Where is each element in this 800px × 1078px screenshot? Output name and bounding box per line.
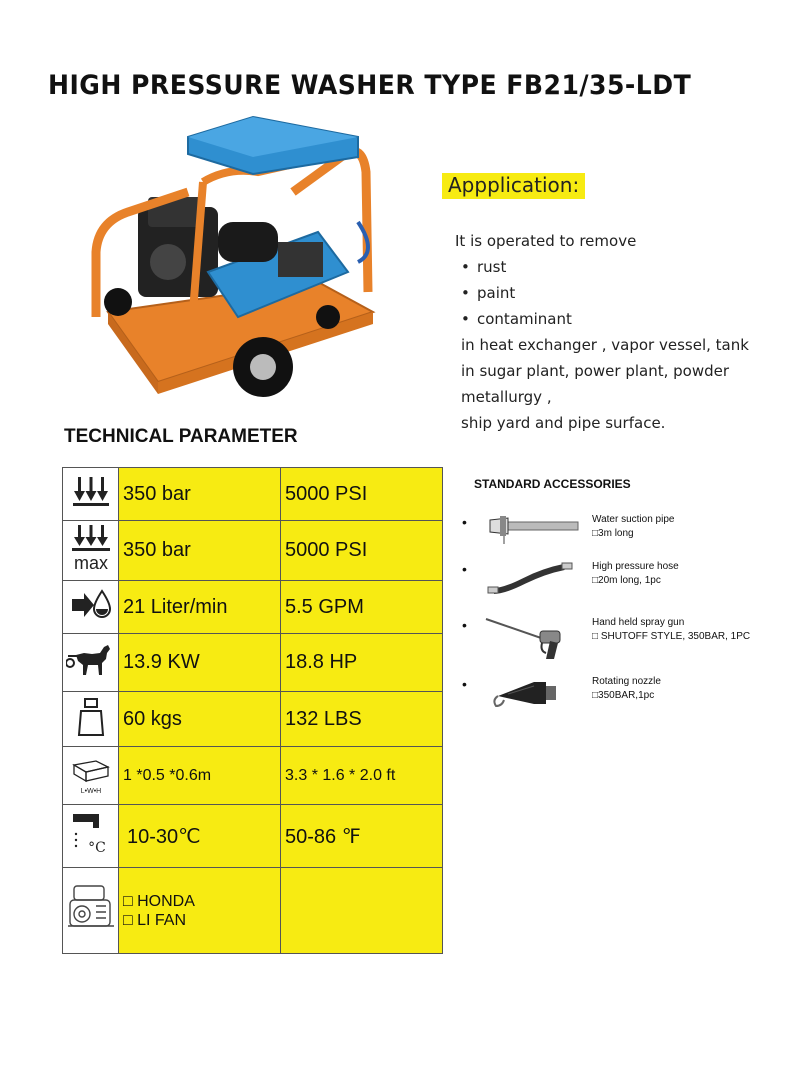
accessory-name: Rotating nozzle bbox=[592, 676, 661, 687]
flow-metric: 21 Liter/min bbox=[119, 581, 281, 634]
temperature-tap-icon bbox=[63, 805, 119, 868]
accessory-spec: □3m long bbox=[592, 528, 634, 539]
table-row bbox=[63, 805, 443, 868]
horse-power-icon bbox=[63, 634, 119, 692]
max-pressure-icon bbox=[63, 521, 119, 581]
bullet: • bbox=[462, 676, 467, 692]
accessory-item bbox=[462, 676, 782, 726]
pressure-arrows-icon bbox=[63, 468, 119, 521]
bullet: • bbox=[462, 617, 467, 633]
bullet: • bbox=[462, 514, 467, 530]
dimensions-box-icon bbox=[63, 747, 119, 805]
table-row bbox=[63, 581, 443, 634]
temperature-imperial: 50-86 ℉ bbox=[281, 805, 443, 868]
accessory-spec: □ SHUTOFF STYLE, 350BAR, 1PC bbox=[592, 631, 751, 642]
pressure-metric: 350 bar bbox=[119, 468, 281, 521]
technical-parameter-table bbox=[62, 467, 443, 954]
accessory-name: Water suction pipe bbox=[592, 514, 675, 525]
accessory-spec: □20m long, 1pc bbox=[592, 575, 661, 586]
temperature-metric: 10-30℃ bbox=[119, 805, 281, 868]
accessory-name: High pressure hose bbox=[592, 561, 679, 572]
application-heading: Appplication: bbox=[442, 173, 585, 199]
pressure-imperial: 5000 PSI bbox=[281, 468, 443, 521]
accessory-name: Hand held spray gun bbox=[592, 617, 685, 628]
application-line: in heat exchanger , vapor vessel, tank bbox=[461, 336, 749, 354]
application-line: in sugar plant, power plant, powder metallurgy , bbox=[461, 362, 730, 406]
table-row bbox=[63, 634, 443, 692]
pressure-hose-icon bbox=[484, 561, 584, 597]
table-row bbox=[63, 747, 443, 805]
spray-gun-icon bbox=[484, 617, 584, 661]
engine-icon bbox=[63, 868, 119, 954]
water-flow-icon bbox=[63, 581, 119, 634]
table-row bbox=[63, 468, 443, 521]
weight-icon bbox=[63, 692, 119, 747]
weight-metric: 60 kgs bbox=[119, 692, 281, 747]
temp-unit-label: °C bbox=[87, 839, 106, 856]
table-row bbox=[63, 692, 443, 747]
power-imperial: 18.8 HP bbox=[281, 634, 443, 692]
bullet: • bbox=[462, 561, 467, 577]
accessory-item bbox=[462, 617, 782, 667]
rotating-nozzle-icon bbox=[484, 676, 584, 712]
power-metric: 13.9 KW bbox=[119, 634, 281, 692]
accessory-item bbox=[462, 561, 782, 611]
weight-imperial: 132 LBS bbox=[281, 692, 443, 747]
table-row bbox=[63, 521, 443, 581]
page-title: HIGH PRESSURE WASHER TYPE FB21/35-LDT bbox=[48, 70, 692, 101]
flow-imperial: 5.5 GPM bbox=[281, 581, 443, 634]
application-intro: It is operated to remove bbox=[455, 232, 637, 250]
standard-accessories-heading: STANDARD ACCESSORIES bbox=[474, 477, 631, 491]
application-description bbox=[455, 228, 800, 436]
accessory-spec: □350BAR,1pc bbox=[592, 690, 655, 701]
suction-pipe-icon bbox=[484, 514, 584, 544]
table-row bbox=[63, 868, 443, 954]
max-label: max bbox=[73, 553, 108, 573]
engine-option-lifan: □ LI FAN bbox=[123, 911, 187, 929]
application-item-contaminant: • contaminant bbox=[461, 306, 800, 332]
engine-options bbox=[119, 868, 281, 954]
engine-empty-cell bbox=[281, 868, 443, 954]
dimension-metric: 1 *0.5 *0.6m bbox=[119, 747, 281, 805]
application-line: ship yard and pipe surface. bbox=[461, 414, 666, 432]
engine-option-honda: □ HONDA bbox=[123, 892, 195, 910]
application-item-paint: • paint bbox=[461, 280, 800, 306]
pressure-washer-machine-image bbox=[88, 112, 388, 412]
accessory-item bbox=[462, 514, 782, 564]
dimension-imperial: 3.3 * 1.6 * 2.0 ft bbox=[281, 747, 443, 805]
max-pressure-imperial: 5000 PSI bbox=[281, 521, 443, 581]
technical-parameter-heading: TECHNICAL PARAMETER bbox=[64, 426, 298, 447]
application-item-rust: • rust bbox=[461, 254, 800, 280]
application-list bbox=[455, 254, 800, 332]
dimension-label: L•W•H bbox=[80, 788, 101, 795]
max-pressure-metric: 350 bar bbox=[119, 521, 281, 581]
